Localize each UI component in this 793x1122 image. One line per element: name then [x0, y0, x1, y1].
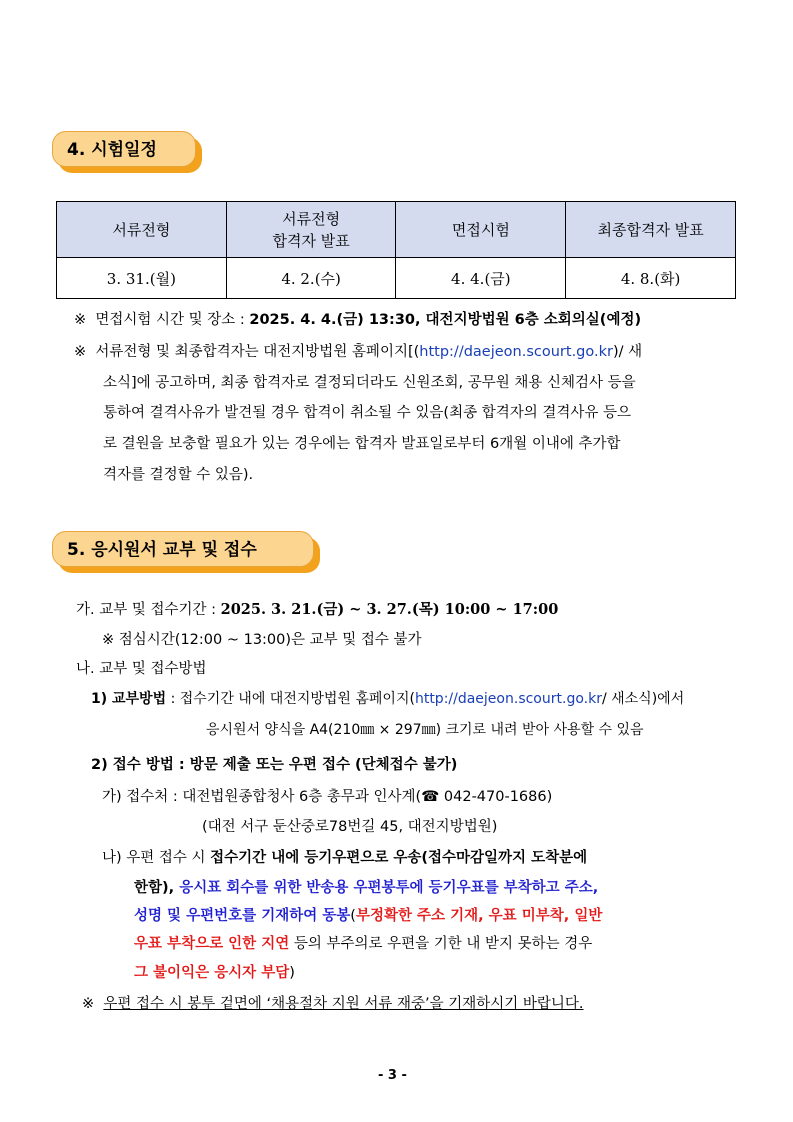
mail-submission-line-2: 한함), 응시표 회수를 위한 반송용 우편봉투에 등기우표를 부착하고 주소,: [134, 880, 599, 896]
homepage-link[interactable]: http://daejeon.scourt.go.kr: [419, 344, 613, 360]
issue-method-line-1: 1) 교부방법 : 접수기간 내에 대전지방법원 홈페이지(http://daejeon.scourt.go.kr/ 새소식)에서: [91, 691, 685, 707]
table-header-cell: 면접시험: [396, 202, 566, 258]
page-number: - 3 -: [378, 1068, 407, 1083]
interview-note-value: 2025. 4. 4.(금) 13:30, 대전지방법원 6층 소회의실(예정): [249, 312, 642, 328]
submission-method: 2) 접수 방법 : 방문 제출 또는 우편 접수 (단체접수 불가): [91, 757, 458, 773]
mail-submission-line-1: 나) 우편 접수 시 접수기간 내에 등기우편으로 우송(접수마감일까지 도착분에: [102, 850, 588, 866]
lunch-note: ※ 점심시간(12:00 ~ 13:00)은 교부 및 접수 불가: [102, 632, 422, 648]
reception-office-address: (대전 서구 둔산중로78번길 45, 대전지방법원): [202, 819, 498, 835]
announcement-note-line-5: 격자를 결정할 수 있음).: [103, 467, 254, 483]
schedule-table: [56, 201, 736, 299]
schedule-table-header-row: [57, 202, 736, 258]
reference-mark: ※: [74, 312, 87, 328]
section-4-title: 4. 시험일정: [52, 131, 196, 167]
envelope-note-text: 우편 접수 시 봉투 겉면에 ‘채용절차 지원 서류 재중’을 기재하시기 바랍니다.: [103, 996, 584, 1012]
table-cell: 4. 2.(수): [226, 258, 396, 299]
announcement-note-line-3: 통하여 결격사유가 발견될 경우 합격이 취소될 수 있음(최종 합격자의 결격사유 등으: [103, 405, 631, 421]
reference-mark: ※: [82, 996, 95, 1012]
section-4-header: [52, 131, 196, 167]
section-5-header: [52, 531, 314, 567]
issue-method-line-2: 응시원서 양식을 A4(210㎜ × 297㎜) 크기로 내려 받아 사용할 수 있음: [206, 722, 644, 738]
issue-period-value: 2025. 3. 21.(금) ~ 3. 27.(목) 10:00 ~ 17:00: [220, 601, 559, 618]
table-cell: 4. 8.(화): [566, 258, 736, 299]
mail-submission-line-3: 성명 및 우편번호를 기재하여 동봉(부정확한 주소 기재, 우표 미부착, 일반: [134, 908, 603, 924]
phone-icon: ☎: [421, 789, 440, 805]
envelope-note: [82, 994, 584, 1014]
interview-note: [74, 310, 641, 330]
method-heading: 나. 교부 및 접수방법: [76, 661, 207, 677]
issue-period-label: 가. 교부 및 접수기간 :: [76, 602, 221, 618]
announcement-note-line-1: ※ 서류전형 및 최종합격자는 대전지방법원 홈페이지[(http://daejeon.scourt.go.kr)/ 새: [74, 344, 643, 360]
mail-submission-line-4: 우표 부착으로 인한 지연 등의 부주의로 우편을 기한 내 받지 못하는 경우: [134, 936, 593, 952]
mail-submission-line-5: 그 불이익은 응시자 부담): [134, 965, 295, 981]
schedule-table-value-row: [57, 258, 736, 299]
reference-mark: ※: [74, 344, 87, 360]
reception-office-line-1: 가) 접수처 : 대전법원종합청사 6층 총무과 인사계(☎ 042-470-1686): [102, 789, 553, 805]
table-header-cell: 서류전형 합격자 발표: [226, 202, 396, 258]
homepage-link[interactable]: http://daejeon.scourt.go.kr: [414, 691, 602, 707]
issue-method-label: 1) 교부방법: [91, 691, 167, 707]
table-cell: 4. 4.(금): [396, 258, 566, 299]
table-header-cell: 최종합격자 발표: [566, 202, 736, 258]
announcement-note-line-4: 로 결원을 보충할 필요가 있는 경우에는 합격자 발표일로부터 6개월 이내에 추가합: [103, 436, 621, 452]
announcement-note-line-2: 소식]에 공고하며, 최종 합격자로 결정되더라도 신원조회, 공무원 채용 신체검사 등을: [103, 375, 636, 391]
section-5-title: 5. 응시원서 교부 및 접수: [52, 531, 314, 567]
table-cell: 3. 31.(월): [57, 258, 227, 299]
interview-note-label: 면접시험 시간 및 장소 :: [95, 312, 250, 328]
issue-period-line: [76, 600, 558, 620]
table-header-cell: 서류전형: [57, 202, 227, 258]
